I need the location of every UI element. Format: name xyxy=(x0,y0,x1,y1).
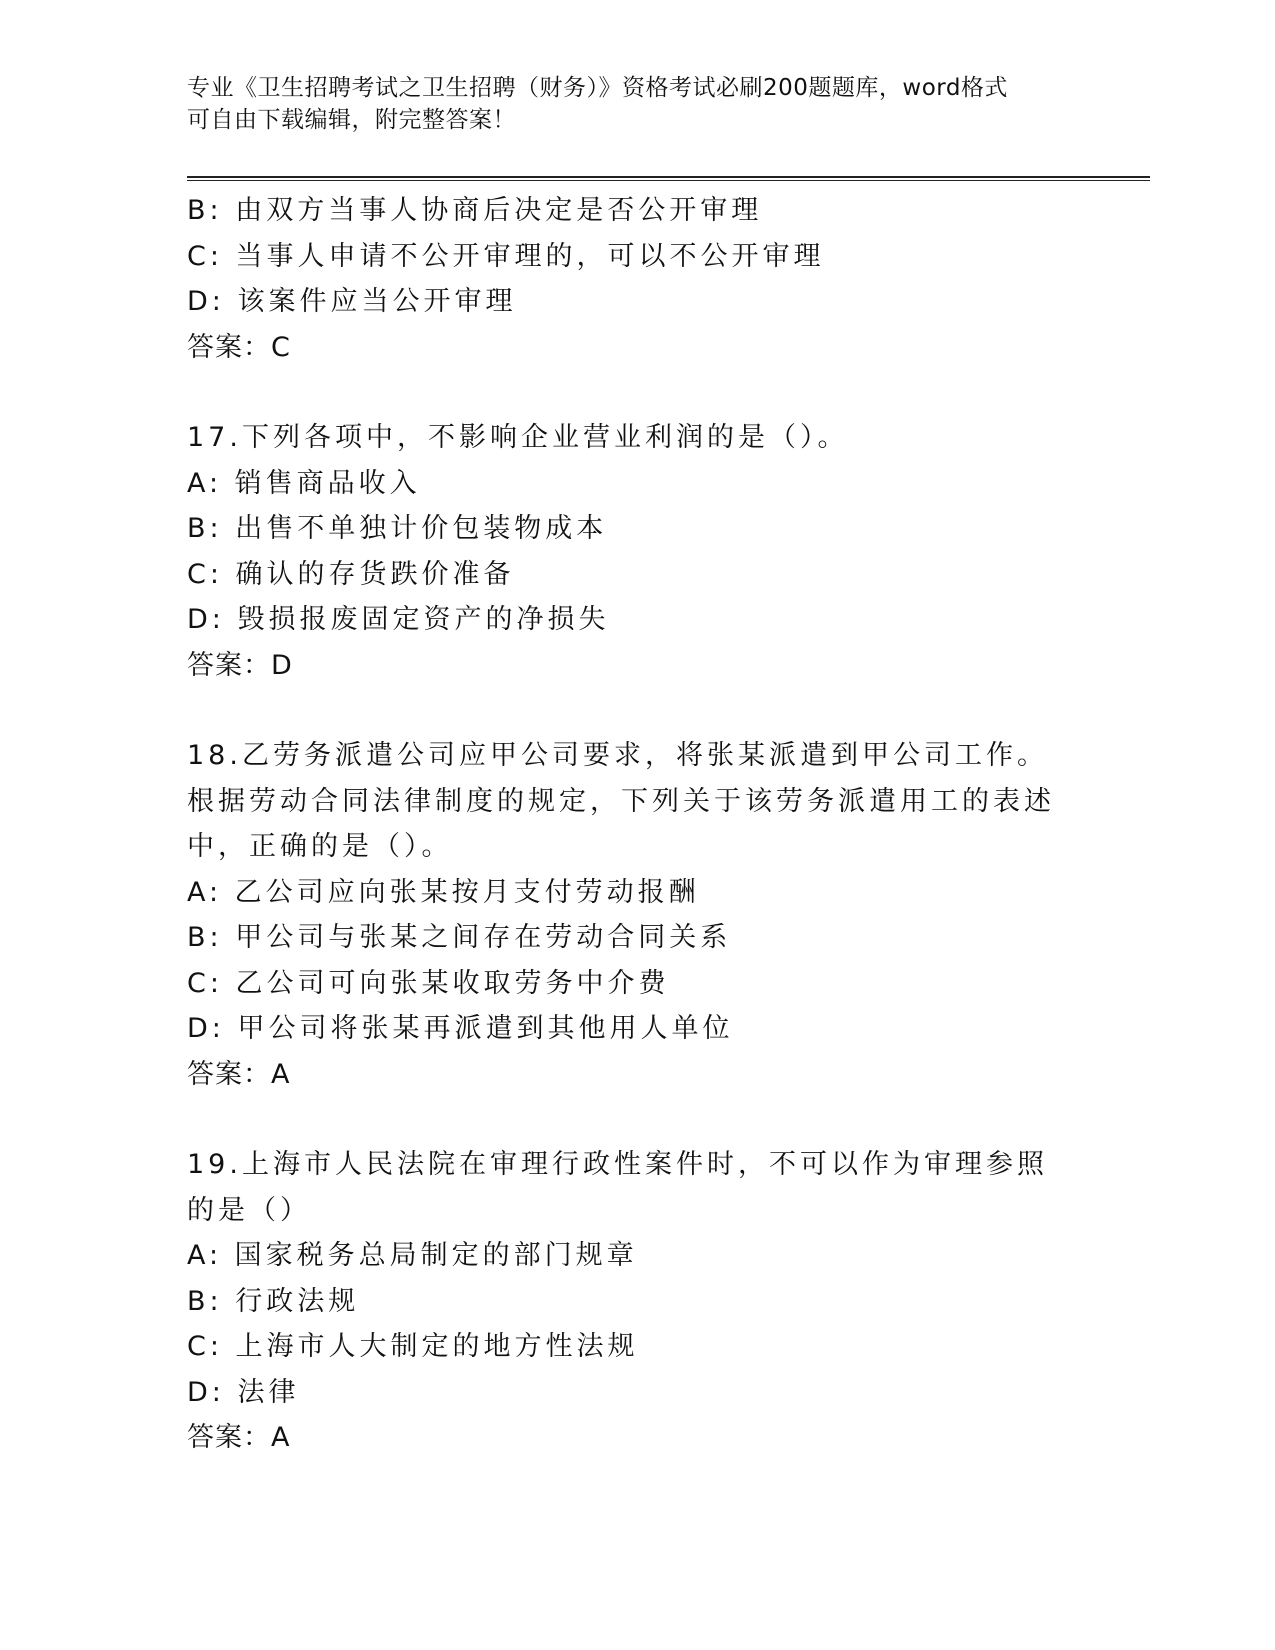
answer-line: 答案：C xyxy=(187,331,291,363)
question-block-18 xyxy=(187,733,1087,1097)
option-d: D: 毁损报废固定资产的净损失 xyxy=(187,604,610,635)
option-b: B: 由双方当事人协商后决定是否公开审理 xyxy=(187,195,763,226)
option-a: A: 销售商品收入 xyxy=(187,467,421,499)
option-a: A: 乙公司应向张某按月支付劳动报酬 xyxy=(187,876,700,908)
option-c: C: 确认的存货跌价准备 xyxy=(187,558,515,590)
option-d: D: 法律 xyxy=(187,1376,300,1408)
option-c: C: 上海市人大制定的地方性法规 xyxy=(187,1331,639,1362)
option-c: C: 乙公司可向张某收取劳务中介费 xyxy=(187,967,670,999)
option-d: D: 甲公司将张某再派遣到其他用人单位 xyxy=(187,1013,734,1044)
option-b: B: 行政法规 xyxy=(187,1285,360,1317)
option-b: B: 出售不单独计价包装物成本 xyxy=(187,513,608,544)
question-text: 17.下列各项中，不影响企业营业利润的是（）。 xyxy=(187,422,849,453)
option-a: A: 国家税务总局制定的部门规章 xyxy=(187,1240,638,1271)
answer-line: 答案：A xyxy=(187,1058,291,1090)
header-divider xyxy=(187,176,1150,181)
question-block-19 xyxy=(187,1142,1087,1461)
header-line-2: 可自由下载编辑，附完整答案！ xyxy=(187,107,516,133)
option-c: C: 当事人申请不公开审理的，可以不公开审理 xyxy=(187,240,825,272)
question-block-16 xyxy=(187,188,1087,370)
answer-line: 答案：A xyxy=(187,1422,291,1453)
question-text: 19.上海市人民法院在审理行政性案件时，不可以作为审理参照的是（） xyxy=(187,1149,1048,1226)
question-text: 18.乙劳务派遣公司应甲公司要求，将张某派遣到甲公司工作。根据劳动合同法律制度的规定，下列关于该劳务派遣用工的表述中，正确的是（）。 xyxy=(187,740,1055,862)
answer-line: 答案：D xyxy=(187,649,293,681)
header-line-1: 专业《卫生招聘考试之卫生招聘（财务）》资格考试必刷200题题库，word格式 xyxy=(187,75,1008,101)
option-d: D: 该案件应当公开审理 xyxy=(187,286,517,317)
question-block-17 xyxy=(187,415,1087,688)
page-header xyxy=(187,72,1087,136)
option-b: B: 甲公司与张某之间存在劳动合同关系 xyxy=(187,922,732,953)
document-body xyxy=(187,188,1087,1461)
